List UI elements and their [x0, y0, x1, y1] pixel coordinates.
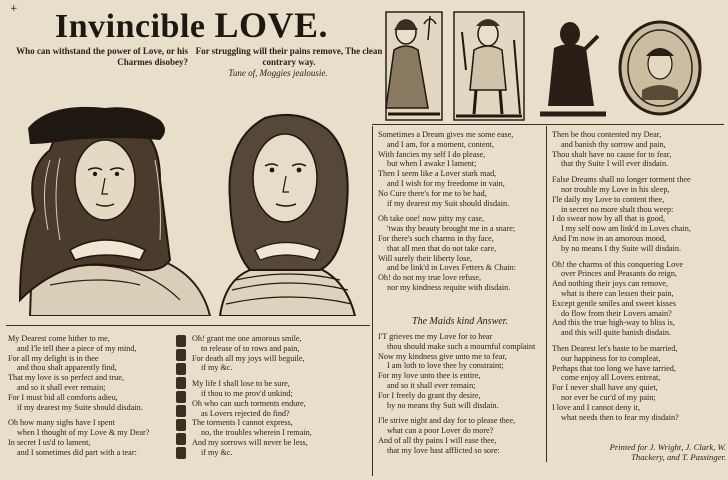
- verse-line: In secret I us'd to lament,: [8, 437, 91, 447]
- verse-line: No Cure there's for me to be had,: [378, 188, 487, 198]
- verse-line: if my dearest my Suite should disdain.: [17, 402, 143, 412]
- printer-imprint: [556, 442, 728, 462]
- verse-line: Then I seem like a Lover stark mad,: [378, 169, 497, 179]
- verse-line: Perhaps that too long we have tarried,: [552, 363, 676, 373]
- verse-line: no, the troubles wherein I remain,: [201, 428, 312, 438]
- verse-line: My Dearest come hither to me,: [8, 334, 110, 343]
- verse-line: if my dearest my Suit should disdain.: [387, 198, 510, 208]
- man-portrait: [20, 107, 210, 316]
- ballad-title: [55, 4, 355, 46]
- verse-line: And I'm now in an amorous mood,: [552, 233, 667, 243]
- verse-line: Oh take one! now pitty my case,: [378, 214, 485, 224]
- stanza: [552, 344, 722, 422]
- stanza: [378, 332, 544, 410]
- stanza: [192, 379, 370, 457]
- verse-column-1: [8, 334, 174, 464]
- verse-line: I'le strive night and day for to please thee,: [378, 416, 516, 426]
- verse-line: The torments I cannot express,: [192, 418, 293, 428]
- tune-line: Tune of, Moggies jealousie.: [228, 68, 328, 78]
- verse-line: Sometimes a Dream gives me some ease,: [378, 130, 514, 139]
- rule-top-right: [372, 124, 724, 125]
- verse-line: And of all thy pains I will ease thee,: [378, 435, 497, 445]
- verse-line: Now my kindness give unto me to fear,: [378, 351, 507, 361]
- verse-line: nor my kindness requite with disdain.: [387, 282, 511, 292]
- ornament: [176, 433, 186, 445]
- verse-line: For all my delight is in thee: [8, 353, 99, 363]
- verse-line: Oh how many sighs have I spent: [8, 418, 115, 428]
- verse-line: I'T grieves me my Love for to hear: [378, 332, 493, 341]
- stanza: [8, 334, 174, 412]
- title-word-love: LOVE.: [214, 5, 329, 45]
- verse-line: For I must bid all comforts adieu,: [8, 392, 118, 402]
- verse-line: And my sorrows will never be less,: [192, 437, 308, 447]
- verse-line: and thou shalt apparently find,: [17, 363, 117, 373]
- stanza: [552, 260, 722, 338]
- ornament: [176, 405, 186, 417]
- verse-column-4: [552, 130, 722, 428]
- subtitle-left: Who can withstand the power of Love, or his Charmes disobey?: [16, 46, 188, 67]
- verse-line: I am loth to love thee by constraint;: [387, 361, 504, 371]
- ornament: [176, 363, 186, 375]
- verse-line: come enjoy all Lovers entreat,: [561, 373, 661, 383]
- verse-line: For my love unto thee is entire,: [378, 371, 481, 381]
- verse-line: and banish thy sorrow and pain,: [561, 139, 666, 149]
- verse-line: For I freely do grant thy desire,: [378, 390, 481, 400]
- subtitle-right: For struggling will their pains remove, The clean contrary way.: [195, 46, 383, 67]
- stanza: [8, 418, 174, 457]
- verse-line: our happiness for to compleat,: [561, 353, 661, 363]
- verse-line: and I sometimes did part with a tear:: [17, 447, 137, 457]
- verse-line: Except gentle smiles and sweet kisses: [552, 298, 676, 308]
- shepherd-figure: [454, 12, 524, 120]
- verse-line: Oh! grant me one amorous smile,: [192, 334, 302, 343]
- verse-line: what can a poor Lover do more?: [387, 426, 494, 436]
- verse-line: that thy Suite I will ever disdain.: [561, 159, 669, 169]
- verse-line: that all men that do not take care,: [387, 243, 497, 253]
- verse-line: thou should make such a mournful complaint: [387, 341, 536, 351]
- verse-column-3-top: [378, 130, 544, 299]
- ornament: [176, 447, 186, 459]
- verse-line: I my self now am link'd in Loves chain,: [561, 224, 691, 234]
- verse-line: With fancies my self I do please,: [378, 149, 486, 159]
- rule-center: [372, 126, 373, 476]
- verse-line: That my love is so perfect and true,: [8, 373, 124, 383]
- verse-line: Oh! the charms of this conquering Love: [552, 259, 683, 269]
- ornament: [176, 349, 186, 361]
- ornament: [176, 377, 186, 389]
- verse-column-3-bottom: [378, 332, 544, 462]
- stanza: [378, 130, 544, 208]
- verse-line: For death all my joys will beguile,: [192, 353, 305, 363]
- verse-line: as Lovers rejected do find?: [201, 408, 290, 418]
- verse-line: Then Dearest let's haste to be married,: [552, 343, 678, 353]
- stanza: [378, 214, 544, 292]
- verse-line: I'le daily my Love to content thee,: [552, 194, 665, 204]
- verse-line: by no means thy Suit will disdain.: [387, 400, 499, 410]
- verse-column-2: [192, 334, 370, 464]
- verse-line: I love and I cannot deny it,: [552, 402, 640, 412]
- verse-line: and so it shall ever remain;: [17, 382, 106, 392]
- verse-line: Oh! do not my true love refuse,: [378, 273, 481, 283]
- verse-line: and so it shall ever remain;: [387, 380, 476, 390]
- medallion-portrait: [620, 22, 700, 114]
- verse-line: 'twas thy beauty brought me in a snare;: [387, 224, 516, 234]
- verse-line: if my &c.: [201, 447, 233, 457]
- verse-line: what needs then to fear my disdain?: [561, 412, 679, 422]
- figures-woodcut: [384, 10, 720, 122]
- verse-line: nor trouble my Love in his sleep,: [561, 184, 670, 194]
- verse-line: what is there can lessen their pain,: [561, 288, 674, 298]
- part-heading: The Maids kind Answer.: [412, 316, 508, 327]
- verse-line: False Dreams shall no longer torment thee: [552, 175, 691, 185]
- verse-line: My life I shall lose to be sure,: [192, 379, 290, 389]
- ornament-column: [176, 335, 188, 461]
- verse-line: do flow from their Lovers amain?: [561, 308, 672, 318]
- verse-line: by no means I thy Suite will disdain.: [561, 243, 682, 253]
- lady-figure: [386, 12, 442, 120]
- verse-line: For there's such charms in thy face,: [378, 233, 494, 243]
- rule-right: [546, 126, 547, 462]
- verse-line: nor ever be cur'd of my pain;: [561, 392, 656, 402]
- printer-line-1: Printed for J. Wright, J. Clark, W.: [609, 442, 726, 452]
- stanza: [378, 416, 544, 455]
- verse-line: in secret no more shalt thou weep:: [561, 204, 674, 214]
- verse-line: and this will quite banish disdain.: [561, 328, 672, 338]
- title-word-invincible: Invincible: [55, 8, 206, 45]
- verse-line: And this the true high-way to bliss is,: [552, 318, 675, 328]
- verse-line: over Princes and Peasants do reign,: [561, 269, 677, 279]
- verse-line: Oh who can such torments endure,: [192, 398, 306, 408]
- verse-line: Then be thou contented my Dear,: [552, 130, 662, 139]
- verse-line: that my love hast afflicted so sore:: [387, 445, 500, 455]
- verse-line: and I'le tell thee a piece of my mind,: [17, 343, 137, 353]
- portrait-woodcut: [10, 100, 368, 316]
- verse-line: to release of to rows and pain,: [201, 343, 300, 353]
- verse-line: I do swear now by all that is good,: [552, 214, 666, 224]
- verse-line: when I thought of my Love & my Dear?: [17, 428, 150, 438]
- rule-under-portraits: [6, 325, 370, 326]
- stanza: [552, 175, 722, 253]
- dark-figure: [536, 12, 608, 120]
- printer-line-2: Thackery, and T. Passinger.: [631, 452, 726, 462]
- ornament: [176, 419, 186, 431]
- corner-mark: +: [10, 4, 18, 14]
- verse-line: but when I awake I lament;: [387, 159, 477, 169]
- woman-portrait: [220, 115, 355, 316]
- verse-line: Will surely their liberty lose,: [378, 253, 473, 263]
- verse-line: if my &c.: [201, 363, 233, 373]
- verse-line: and I wish for my freedome in vain,: [387, 178, 505, 188]
- verse-line: and I am, for a moment, content,: [387, 139, 495, 149]
- stanza: [552, 130, 722, 169]
- verse-line: For I never shall have any quiet,: [552, 383, 658, 393]
- ornament: [176, 335, 186, 347]
- ornament: [176, 391, 186, 403]
- verse-line: Thou shalt have no cause for to fear,: [552, 149, 672, 159]
- verse-line: and be link'd in Loves Fetters & Chain:: [387, 263, 517, 273]
- verse-line: And nothing their joys can remove,: [552, 279, 668, 289]
- stanza: [192, 334, 370, 373]
- verse-line: if thou to me prov'd unkind;: [201, 388, 293, 398]
